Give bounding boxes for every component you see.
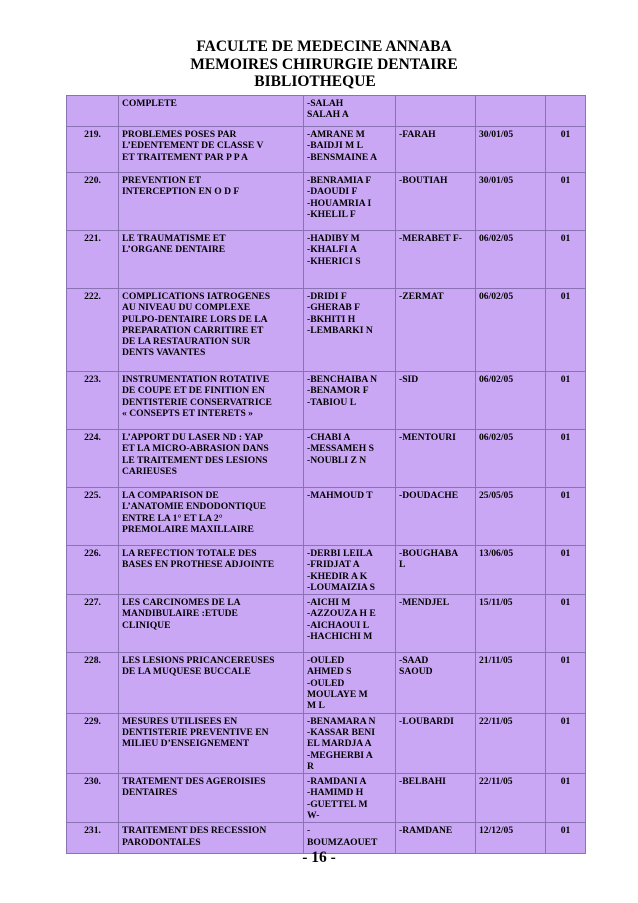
thesis-authors [304,546,396,595]
author-line: -BENAMOR F [307,385,369,397]
title-line: ENTRE LA 1° ET LA 2° [122,512,223,524]
director-line: -DOUDACHE [399,490,459,501]
thesis-director [396,774,476,823]
row-number: 222. [67,289,119,372]
author-line: -BAIDJI M L [307,140,363,152]
author-line: -FRIDJAT A [307,559,360,571]
title-line: LA REFECTION TOTALE DES [122,548,257,559]
title-line: LE TRAITEMENT DES LESIONS [122,454,268,466]
table-row [67,774,586,823]
title-line: DENTAIRES [122,787,178,799]
thesis-date: 22/11/05 [476,774,546,823]
title-line: PROBLEMES POSES PAR [122,129,237,140]
thesis-date: 21/11/05 [476,653,546,713]
title-line: DENTS VAVANTES [122,347,206,359]
page-number: - 16 - [302,849,336,866]
title-line: « CONSEPTS ET INTERETS » [122,407,253,419]
row-number [67,96,119,127]
author-line: -AZZOUZA H E [307,608,376,620]
table-row [67,595,586,653]
author-line: -LEMBARKI N [307,324,373,336]
title-line: MESURES UTILISEES EN [122,715,238,727]
thesis-date: 06/02/05 [476,430,546,488]
thesis-authors [304,173,396,231]
title-line: COMPLETE [122,98,177,109]
thesis-director [396,430,476,488]
thesis-authors [304,127,396,173]
table-row [67,653,586,713]
copy-count: 01 [546,127,586,173]
author-line: -MAHMOUD T [307,490,373,501]
title-line: LES LESIONS PRICANCEREUSES [122,655,275,667]
table-row [67,488,586,546]
thesis-date: 22/11/05 [476,713,546,773]
row-number: 229. [67,713,119,773]
title-line: L’ORGANE DENTAIRE [122,244,226,256]
title-line: DE LA RESTAURATION SUR [122,336,251,348]
copy-count: 01 [546,653,586,713]
author-line: -TABIOU L [307,396,357,408]
author-line: -HAMIMD H [307,787,364,799]
thesis-authors [304,289,396,372]
thesis-director [396,372,476,430]
title-line: PREVENTION ET [122,175,202,186]
author-line: -DERBI LEILA [307,548,373,559]
author-line: R [307,760,314,772]
copy-count: 01 [546,173,586,231]
table-row [67,127,586,173]
table-row [67,546,586,595]
title-line: ET LA MICRO-ABRASION DANS [122,443,269,455]
author-line: -OULED [307,655,345,667]
title-line: ET TRAITEMENT PAR P P A [122,151,248,163]
row-number: 223. [67,372,119,430]
title-line: CLINIQUE [122,619,171,631]
title-line: PULPO-DENTAIRE LORS DE LA [122,313,268,325]
thesis-director [396,173,476,231]
author-line: -KASSAR BENI [307,726,375,738]
title-line: COMPLICATIONS IATROGENES [122,291,271,302]
author-line: W- [307,810,320,822]
thesis-title [119,595,304,653]
title-line: PREMOLAIRE MAXILLAIRE [122,523,254,535]
copy-count: 01 [546,372,586,430]
thesis-date: 06/02/05 [476,289,546,372]
thesis-title [119,430,304,488]
director-line: L [399,559,406,571]
table-row [67,713,586,773]
table-row [67,289,586,372]
row-number: 230. [67,774,119,823]
thesis-authors [304,595,396,653]
title-line: TRATEMENT DES AGEROISIES [122,776,266,788]
title-line: L’EDENTEMENT DE CLASSE V [122,140,264,152]
copy-count: 01 [546,546,586,595]
director-line: -LOUBARDI [399,715,454,727]
thesis-date: 12/12/05 [476,823,546,854]
author-line: -MESSAMEH S [307,443,374,455]
row-number: 224. [67,430,119,488]
copy-count: 01 [546,595,586,653]
copy-count: 01 [546,823,586,854]
author-line: -AICHI M [307,597,351,609]
thesis-title [119,96,304,127]
director-line: -BOUGHABA [399,548,459,559]
thesis-director [396,488,476,546]
thesis-title [119,231,304,289]
author-line: -BENSMAINE A [307,151,378,163]
copy-count: 01 [546,289,586,372]
title-line: L’APPORT DU LASER ND : YAP [122,432,264,443]
title-line: MANDIBULAIRE :ETUDE [122,608,238,620]
copy-count [546,96,586,127]
thesis-authors [304,231,396,289]
row-number: 227. [67,595,119,653]
author-line: -KHALFI A [307,244,357,256]
director-line: -BELBAHI [399,776,446,788]
thesis-director [396,231,476,289]
author-line: EL MARDJA A [307,738,372,750]
thesis-title [119,774,304,823]
author-line: -HACHICHI M [307,631,373,643]
row-number: 231. [67,823,119,854]
author-line: -BENAMARA N [307,715,376,727]
row-number: 219. [67,127,119,173]
director-line: -MENTOURI [399,432,456,443]
copy-count: 01 [546,488,586,546]
author-line: - [307,825,311,837]
thesis-title [119,372,304,430]
thesis-director [396,127,476,173]
author-line: M L [307,700,325,712]
page-header [0,38,638,91]
library-title: BIBLIOTHEQUE [254,73,376,90]
thesis-authors [304,713,396,773]
thesis-authors [304,774,396,823]
thesis-authors [304,372,396,430]
thesis-director [396,653,476,713]
author-line: -BENCHAIBA N [307,374,378,385]
thesis-date: 25/05/05 [476,488,546,546]
author-line: -BKHITI H [307,313,356,325]
author-line: -SALAH [307,98,344,109]
author-line: -AMRANE M [307,129,365,140]
title-line: CARIEUSES [122,465,177,477]
row-number: 221. [67,231,119,289]
row-number: 228. [67,653,119,713]
copy-count: 01 [546,713,586,773]
table-row [67,430,586,488]
director-line: -BOUTIAH [399,175,448,186]
thesis-director [396,546,476,595]
thesis-date: 15/11/05 [476,595,546,653]
author-line: MOULAYE M [307,689,368,701]
collection-title: MEMOIRES CHIRURGIE DENTAIRE [190,55,458,73]
table-body [67,96,586,854]
title-line: DENTISTERIE CONSERVATRICE [122,396,272,408]
title-line: MILIEU D’ENSEIGNEMENT [122,738,250,750]
theses-table [66,95,586,854]
director-line: -SID [399,374,419,385]
thesis-title [119,289,304,372]
table-row [67,231,586,289]
row-number: 226. [67,546,119,595]
thesis-director [396,289,476,372]
title-line: DENTISTERIE PREVENTIVE EN [122,726,269,738]
author-line: -DAOUDI F [307,186,358,198]
author-line: -MEGHERBI A [307,749,373,761]
title-line: LA COMPARISON DE [122,490,219,501]
author-line: AHMED S [307,666,352,678]
thesis-authors [304,96,396,127]
author-line: -AICHAOUI L [307,619,370,631]
thesis-date: 13/06/05 [476,546,546,595]
thesis-date: 06/02/05 [476,372,546,430]
table-row [67,173,586,231]
director-line: SAOUD [399,666,433,678]
author-line: -CHABI A [307,432,351,443]
title-line: PREPARATION CARRITIRE ET [122,324,264,336]
director-line: -FARAH [399,129,436,140]
thesis-date: 30/01/05 [476,127,546,173]
director-line: -ZERMAT [399,291,444,302]
title-line: LES CARCINOMES DE LA [122,597,241,609]
author-line: BOUMZAOUET [307,836,378,848]
director-line: -MENDJEL [399,597,450,609]
title-line: INSTRUMENTATION ROTATIVE [122,374,270,385]
director-line: -SAAD [399,655,429,667]
thesis-title [119,653,304,713]
author-line: -DRIDI F [307,291,347,302]
author-line: -KHEDIR A K [307,570,368,582]
author-line: -GHERAB F [307,302,361,314]
author-line: -KHELIL F [307,208,356,220]
author-line: -NOUBLI Z N [307,454,367,466]
copy-count: 01 [546,430,586,488]
thesis-date: 30/01/05 [476,173,546,231]
title-line: BASES EN PROTHESE ADJOINTE [122,559,275,571]
title-line: AU NIVEAU DU COMPLEXE [122,302,251,314]
copy-count: 01 [546,231,586,289]
title-line: INTERCEPTION EN O D F [122,186,240,198]
author-line: -LOUMAIZIA S [307,581,375,593]
title-line: PARODONTALES [122,836,201,848]
thesis-authors [304,430,396,488]
author-line: -BENRAMIA F [307,175,372,186]
thesis-date: 06/02/05 [476,231,546,289]
title-line: DE COUPE ET DE FINITION EN [122,385,265,397]
row-number: 220. [67,173,119,231]
faculty-title: FACULTE DE MEDECINE ANNABA [196,38,452,55]
thesis-authors [304,488,396,546]
author-line: -OULED [307,677,345,689]
thesis-director [396,595,476,653]
thesis-title [119,713,304,773]
director-line: -MERABET F- [399,233,462,244]
thesis-title [119,488,304,546]
author-line: -RAMDANI A [307,776,367,788]
thesis-authors [304,653,396,713]
thesis-date [476,96,546,127]
thesis-title [119,173,304,231]
author-line: SALAH A [307,109,349,121]
row-number: 225. [67,488,119,546]
table-row [67,96,586,127]
title-line: LE TRAUMATISME ET [122,233,226,244]
author-line: -GUETTEL M [307,798,368,810]
thesis-director [396,713,476,773]
author-line: -HADIBY M [307,233,360,244]
title-line: L’ANATOMIE ENDODONTIQUE [122,501,267,513]
director-line: -RAMDANE [399,825,453,837]
thesis-title [119,546,304,595]
title-line: DE LA MUQUESE BUCCALE [122,666,251,678]
author-line: -HOUAMRIA I [307,197,372,209]
author-line: -KHERICI S [307,255,361,267]
thesis-title [119,127,304,173]
table-row [67,372,586,430]
copy-count: 01 [546,774,586,823]
title-line: TRAITEMENT DES RECESSION [122,825,267,837]
thesis-director [396,96,476,127]
